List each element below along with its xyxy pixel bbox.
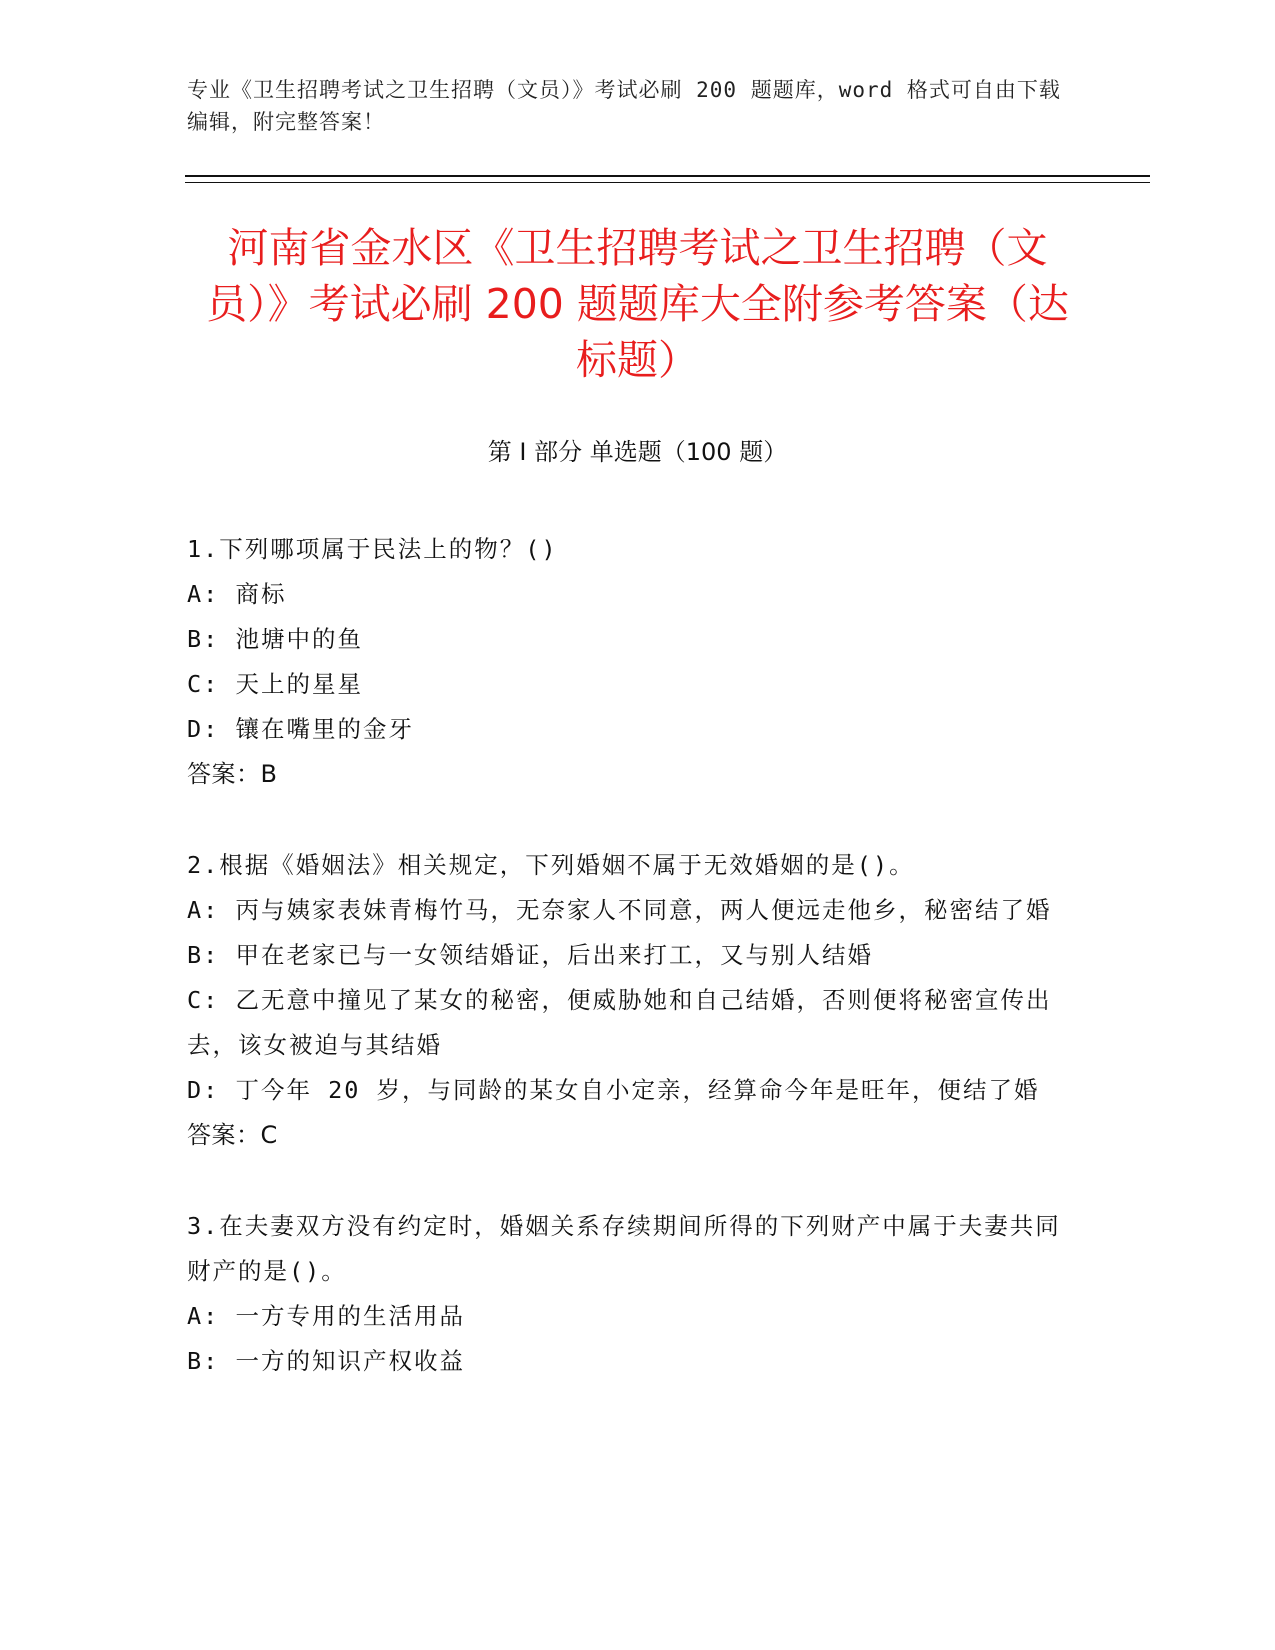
question-stem: 3.在夫妻双方没有约定时，婚姻关系存续期间所得的下列财产中属于夫妻共同财产的是()。: [187, 1212, 1061, 1285]
option-d: D: 丁今年 20 岁，与同龄的某女自小定亲，经算命今年是旺年，便结了婚: [187, 1076, 1040, 1104]
option-b: B: 池塘中的鱼: [187, 625, 363, 653]
document-title: 河南省金水区《卫生招聘考试之卫生招聘（文员）》考试必刷 200 题题库大全附参考答案（达标题）: [206, 224, 1069, 384]
question-1: [187, 527, 1067, 797]
option-a: A: 丙与姨家表妹青梅竹马，无奈家人不同意，两人便远走他乡，秘密结了婚: [187, 896, 1052, 924]
header-note: 专业《卫生招聘考试之卫生招聘（文员）》考试必刷 200 题题库，word 格式可自由下载编辑，附完整答案！: [187, 78, 1061, 134]
section-heading: 第 I 部分 单选题（100 题）: [487, 438, 788, 466]
question-3: [187, 1204, 1067, 1384]
option-a: A: 商标: [187, 580, 287, 608]
option-d: D: 镶在嘴里的金牙: [187, 715, 414, 743]
question-list: [187, 527, 1067, 1430]
question-stem: 1.下列哪项属于民法上的物？(): [187, 535, 558, 563]
answer: 答案：B: [187, 760, 278, 788]
option-b: B: 甲在老家已与一女领结婚证，后出来打工，又与别人结婚: [187, 941, 873, 969]
option-b: B: 一方的知识产权收益: [187, 1347, 465, 1375]
header-rule-thin: [185, 182, 1150, 183]
option-c: C: 天上的星星: [187, 670, 363, 698]
question-2: [187, 843, 1067, 1158]
question-stem: 2.根据《婚姻法》相关规定，下列婚姻不属于无效婚姻的是()。: [187, 851, 915, 879]
option-c: C: 乙无意中撞见了某女的秘密，便威胁她和自己结婚，否则便将秘密宣传出去，该女被迫与其结婚: [187, 986, 1052, 1059]
header-rule-thick: [185, 175, 1150, 177]
answer: 答案：C: [187, 1121, 278, 1149]
option-a: A: 一方专用的生活用品: [187, 1302, 465, 1330]
